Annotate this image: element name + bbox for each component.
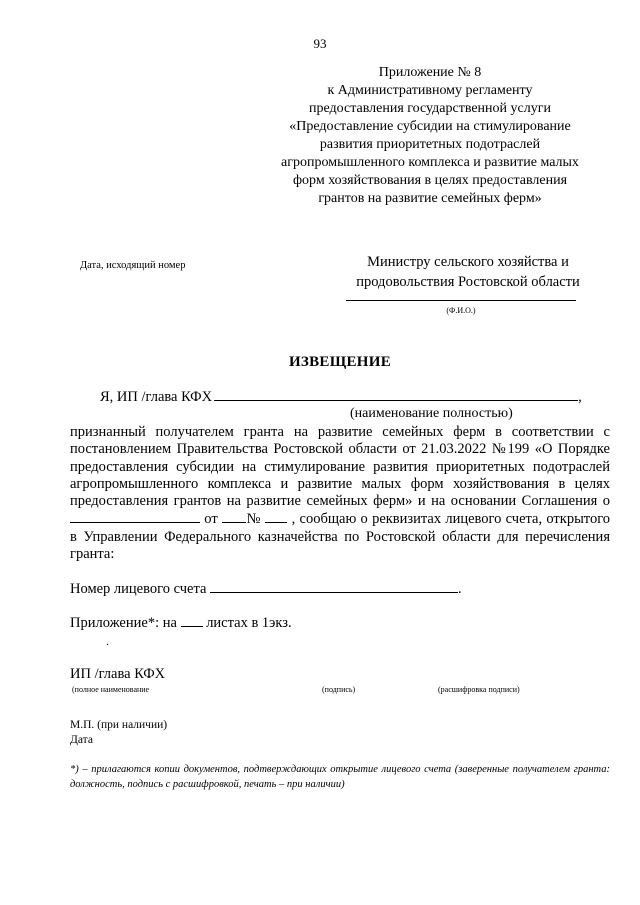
appendix-line: Приложение № 8 [378, 65, 482, 80]
fio-caption: (Ф.И.О.) [446, 306, 476, 315]
account-end: . [458, 581, 462, 597]
document-title: ИЗВЕЩЕНИЕ [288, 354, 392, 370]
account-line [70, 580, 462, 598]
agreement-number-field[interactable] [265, 510, 287, 523]
body-number-sign: № [245, 511, 262, 528]
attachment-rest: листах в 1экз. [206, 615, 292, 631]
stamp-label: М.П. (при наличии) [70, 719, 168, 731]
attachment-label: Приложение*: на [70, 615, 177, 631]
appendix-line: грантов на развитие семейных ферм» [318, 191, 542, 206]
appendix-line: предоставления государственной услуги [309, 101, 551, 116]
addressee [332, 252, 604, 292]
bullet-dot: . [106, 634, 109, 648]
appendix-line: к Административному регламенту [327, 83, 533, 98]
page-number: 93 [313, 36, 327, 51]
footnote: *) – прилагаются копии документов, подтверждающих открытие лицевого счета (заверенные получателем гранта: должность, подпись с расшифровкой, печать – при наличии) [70, 764, 610, 790]
body-text-part1: признанный получателем гранта на развитие семейных ферм в соответствии с постановлением Правительства Ростовской области от 21.03.2022 №199 «О Порядке предоставления субсидии на стимулирование развития приоритетных подотраслей агропромышленного комплекса и развитие малых форм хозяйствования в целях предоставления грантов на развитие семейных ферм» и на основании Соглашения о [70, 424, 610, 510]
declarant-name-field[interactable] [214, 388, 578, 401]
fio-field[interactable] [346, 300, 576, 301]
caption-signature: (подпись) [322, 685, 356, 694]
declarant-prefix: Я, ИП /глава КФХ [100, 389, 213, 405]
addressee-line: продовольствия Ростовской области [356, 274, 580, 290]
body-from: от [204, 511, 218, 528]
caption-full-name: (полное наименование [72, 685, 150, 694]
agreement-name-field[interactable] [70, 510, 200, 523]
addressee-line: Министру сельского хозяйства и [367, 254, 569, 270]
attachment-pages-field[interactable] [181, 614, 203, 627]
account-label: Номер лицевого счета [70, 581, 207, 597]
appendix-line: «Предоставление субсидии на стимулирование [289, 119, 571, 134]
date-label: Дата [70, 734, 93, 746]
body-text-part2: , сообщаю о реквизитах лицевого счета, открытого в Управлении Федерального казначейства по Ростовской области для перечисления гранта: [70, 511, 611, 563]
account-number-field[interactable] [210, 580, 458, 593]
signer-label: ИП /глава КФХ [70, 666, 166, 682]
stamp-block [70, 718, 167, 748]
appendix-line: агропромышленного комплекса и развитие малых [281, 155, 579, 170]
caption-decode: (расшифровка подписи) [438, 685, 520, 694]
declarant-suffix: , [578, 389, 582, 405]
agreement-date-field[interactable] [222, 510, 246, 523]
declarant-line [100, 388, 582, 406]
appendix-header [260, 64, 600, 208]
attachment-line [70, 614, 292, 632]
appendix-line: развития приоритетных подотраслей [319, 137, 541, 152]
notice-body [70, 424, 610, 563]
declarant-caption: (наименование полностью) [350, 406, 513, 421]
appendix-line: форм хозяйствования в целях предоставления [292, 173, 568, 188]
date-outgoing-number-label: Дата, исходящий номер [80, 260, 186, 271]
